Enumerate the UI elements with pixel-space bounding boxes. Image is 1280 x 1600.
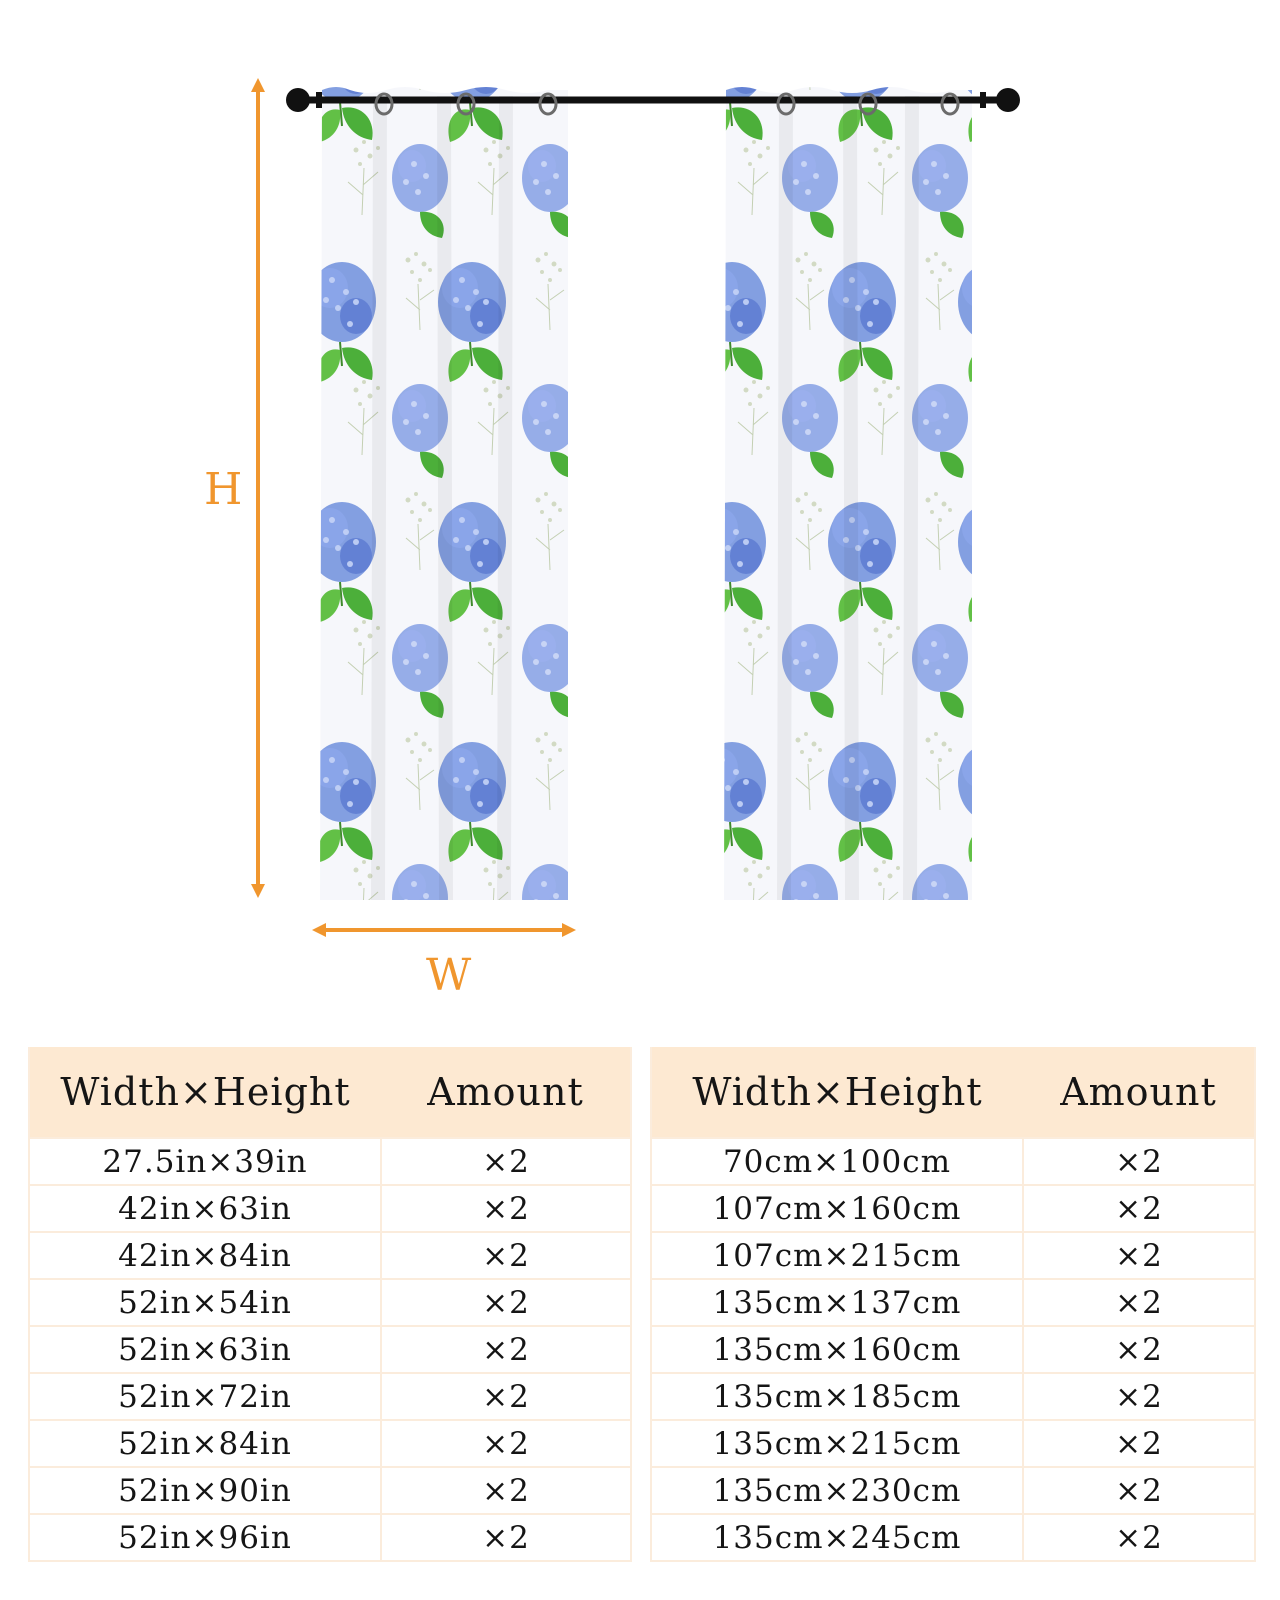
amount-cell: ×2	[1023, 1232, 1255, 1279]
amount-cell: ×2	[381, 1326, 631, 1373]
table-row	[651, 1467, 1255, 1514]
table-row	[29, 1279, 631, 1326]
size-table-inches	[28, 1047, 632, 1562]
table-row	[651, 1185, 1255, 1232]
table-row	[651, 1373, 1255, 1420]
amount-cell: ×2	[1023, 1467, 1255, 1514]
width-label: W	[426, 950, 472, 1001]
size-column-header: Width×Height	[651, 1047, 1023, 1138]
amount-cell: ×2	[1023, 1138, 1255, 1185]
table-row	[29, 1373, 631, 1420]
size-cell: 52in×72in	[29, 1373, 381, 1420]
size-cell: 52in×90in	[29, 1467, 381, 1514]
size-cell: 52in×96in	[29, 1514, 381, 1561]
size-cell: 135cm×137cm	[651, 1279, 1023, 1326]
amount-column-header: Amount	[381, 1047, 631, 1138]
width-arrow	[312, 923, 576, 937]
size-cell: 135cm×185cm	[651, 1373, 1023, 1420]
table-row	[29, 1138, 631, 1185]
amount-cell: ×2	[381, 1279, 631, 1326]
size-cell: 135cm×230cm	[651, 1467, 1023, 1514]
amount-cell: ×2	[381, 1467, 631, 1514]
size-cell: 107cm×215cm	[651, 1232, 1023, 1279]
height-label: H	[204, 464, 243, 515]
size-cell: 52in×63in	[29, 1326, 381, 1373]
amount-cell: ×2	[381, 1138, 631, 1185]
amount-cell: ×2	[381, 1185, 631, 1232]
amount-cell: ×2	[381, 1514, 631, 1561]
amount-cell: ×2	[381, 1232, 631, 1279]
amount-cell: ×2	[381, 1420, 631, 1467]
table-row	[29, 1232, 631, 1279]
amount-cell: ×2	[1023, 1185, 1255, 1232]
table-header-row	[29, 1047, 631, 1138]
size-cell: 52in×84in	[29, 1420, 381, 1467]
amount-cell: ×2	[1023, 1326, 1255, 1373]
size-column-header: Width×Height	[29, 1047, 381, 1138]
size-cell: 27.5in×39in	[29, 1138, 381, 1185]
size-cell: 107cm×160cm	[651, 1185, 1023, 1232]
amount-cell: ×2	[1023, 1514, 1255, 1561]
size-cell: 42in×84in	[29, 1232, 381, 1279]
size-cell: 70cm×100cm	[651, 1138, 1023, 1185]
size-cell: 42in×63in	[29, 1185, 381, 1232]
table-row	[29, 1185, 631, 1232]
size-cell: 135cm×215cm	[651, 1420, 1023, 1467]
curtain-panel-left	[320, 87, 568, 900]
table-row	[651, 1326, 1255, 1373]
amount-cell: ×2	[1023, 1373, 1255, 1420]
table-row	[651, 1138, 1255, 1185]
height-arrow	[251, 78, 265, 898]
table-row	[651, 1232, 1255, 1279]
amount-cell: ×2	[381, 1373, 631, 1420]
table-row	[29, 1514, 631, 1561]
table-row	[651, 1279, 1255, 1326]
size-cell: 52in×54in	[29, 1279, 381, 1326]
amount-column-header: Amount	[1023, 1047, 1255, 1138]
table-row	[651, 1514, 1255, 1561]
table-row	[651, 1420, 1255, 1467]
table-row	[29, 1326, 631, 1373]
table-row	[29, 1420, 631, 1467]
size-cell: 135cm×160cm	[651, 1326, 1023, 1373]
amount-cell: ×2	[1023, 1279, 1255, 1326]
table-header-row	[651, 1047, 1255, 1138]
amount-cell: ×2	[1023, 1420, 1255, 1467]
size-cell: 135cm×245cm	[651, 1514, 1023, 1561]
curtain-panel-right	[724, 87, 972, 900]
size-table-centimeters	[650, 1047, 1256, 1562]
table-row	[29, 1467, 631, 1514]
